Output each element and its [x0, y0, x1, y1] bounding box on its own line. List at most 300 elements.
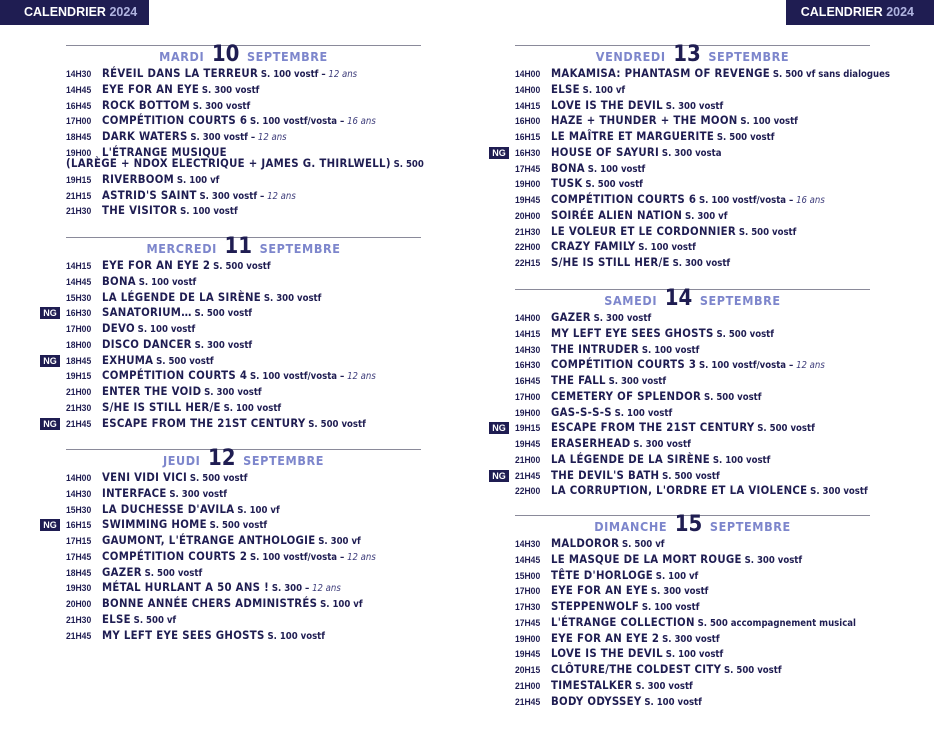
day-weekday: MERCREDI: [146, 241, 217, 256]
screening-time: 19H00: [515, 407, 541, 419]
screening-time: 17H45: [515, 617, 541, 629]
film-title: RIVERBOOM: [102, 172, 175, 186]
day-month: SEPTEMBRE: [246, 49, 328, 64]
screening-time: 19H15: [66, 371, 92, 383]
screening-row: [515, 310, 870, 326]
screening-info: S. 300 vosta: [661, 147, 722, 159]
screening-row: [66, 98, 421, 114]
screening-info: S. 500 vostf: [662, 470, 720, 482]
screening-row: [515, 552, 870, 568]
screening-time: 16H30: [515, 147, 541, 159]
screening-line: [515, 376, 666, 387]
screening-line: [515, 678, 693, 692]
screening-info: S. 100 vostf/vosta –: [699, 360, 794, 372]
screening-line: [66, 520, 267, 531]
screening-time: 21H30: [515, 226, 541, 238]
screening-info: S. 500 vostf: [716, 328, 774, 340]
screening-line: [515, 98, 724, 112]
day-month: SEPTEMBRE: [708, 49, 790, 64]
screening-info: S. 100 vostf/vosta –: [250, 551, 345, 563]
screening-line: [66, 290, 322, 304]
screening-row: [515, 389, 870, 405]
screening-time: 18H45: [66, 132, 92, 143]
film-title: VENI VIDI VICI: [102, 471, 188, 484]
screening-time: 21H45: [66, 630, 92, 642]
screening-info: S. 100 vostf: [638, 242, 696, 254]
screening-row: [66, 549, 421, 565]
screening-info: S. 300 vostf: [263, 292, 322, 304]
screening-info: S. 100 vf: [582, 84, 626, 96]
screening-row: [66, 580, 421, 596]
screening-time: 21H30: [66, 206, 92, 218]
film-title: BONNE ANNÉE CHERS ADMINISTRÉS: [102, 597, 318, 610]
screening-row: [515, 82, 870, 98]
screening-line: [515, 552, 803, 566]
film-title: GAZER: [551, 311, 591, 324]
screening-info: S. 500 vostf: [144, 567, 203, 579]
film-title: MY LEFT EYE SEES GHOSTS: [551, 326, 714, 340]
screening-info: S. 300 vostf: [192, 100, 251, 112]
screening-row: [515, 66, 890, 82]
screening-time: 22H15: [515, 258, 541, 269]
day-heading: [66, 446, 421, 471]
screening-row: [515, 568, 870, 584]
screening-time: 14H15: [515, 100, 541, 112]
film-title: LE MAÎTRE ET MARGUERITE: [551, 130, 715, 143]
screening-line: [515, 631, 720, 645]
screening-info: S. 500 vf sans dialogues: [772, 69, 890, 80]
day-weekday: JEUDI: [162, 453, 201, 468]
screening-time: 21H30: [66, 614, 92, 626]
screening-row: [66, 274, 421, 290]
film-title: EYE FOR AN EYE: [102, 82, 200, 96]
screening-line: [66, 69, 357, 80]
screening-line: [66, 353, 214, 367]
screening-time: 19H45: [515, 195, 541, 206]
screening-line: [515, 326, 774, 340]
film-title: L'ÉTRANGE MUSIQUE: [102, 145, 227, 159]
screening-row: [43, 517, 421, 533]
screening-info: S. 100 vostf/vosta –: [250, 371, 345, 383]
screening-info: S. 100 vostf: [267, 630, 325, 642]
film-title: LA LÉGENDE DE LA SIRÈNE: [551, 452, 711, 466]
screening-line: [515, 161, 646, 175]
screening-row: [515, 583, 870, 599]
screening-info: S. 300 vostf: [169, 488, 227, 500]
age-rating: 12 ans: [328, 69, 358, 80]
screening-line: [515, 69, 890, 80]
screening-line: [515, 145, 722, 159]
screening-info: S. 500 vostf: [194, 308, 253, 320]
day-month: SEPTEMBRE: [259, 241, 341, 256]
film-title: ROCK BOTTOM: [102, 98, 190, 112]
film-title-cont: (LARÈGE + NDOX ELECTRIQUE + JAMES G. THIRLWELL): [66, 156, 391, 170]
screening-time: 14H45: [66, 276, 92, 288]
film-title: RÉVEIL DANS LA TERREUR: [102, 67, 259, 80]
ng-badge: NG: [40, 307, 60, 319]
day-month: SEPTEMBRE: [699, 293, 781, 308]
screening-line: [515, 82, 626, 96]
film-title: HOUSE OF SAYURI: [551, 145, 660, 159]
age-rating: 12 ans: [312, 583, 341, 595]
ng-badge: NG: [489, 422, 509, 434]
day-section: [492, 42, 890, 271]
screening-info: S. 300 vostf –: [199, 190, 265, 202]
screening-info: S. 500 vostf: [703, 391, 762, 403]
screening-line: [66, 502, 280, 516]
film-title: ERASERHEAD: [551, 437, 631, 450]
screening-info: S. 500 vostf: [213, 261, 271, 272]
day-weekday: MARDI: [159, 49, 205, 64]
screening-row: [515, 436, 870, 452]
screening-info: S. 500 vostf: [308, 418, 366, 430]
screening-row: [515, 405, 870, 421]
screening-row: [515, 357, 870, 373]
film-title: THE INTRUDER: [551, 342, 640, 356]
film-title: MAKAMISA: PHANTASM OF REVENGE: [551, 67, 771, 80]
screening-line: [66, 416, 366, 430]
screening-info: S. 500 vostf: [585, 179, 643, 191]
screening-line: [66, 188, 296, 202]
film-title: CEMETERY OF SPLENDOR: [551, 389, 702, 403]
screening-info: S. 100 vf: [237, 504, 280, 516]
screening-info: S. 100 vf: [320, 599, 363, 610]
film-title: EYE FOR AN EYE 2: [102, 259, 211, 272]
screening-line: [66, 628, 325, 642]
screening-row: [515, 224, 870, 240]
film-title: COMPÉTITION COURTS 4: [102, 369, 248, 383]
screening-row: [66, 628, 421, 644]
day-weekday: SAMEDI: [604, 293, 658, 308]
screening-time: 20H00: [66, 599, 92, 610]
screening-row: [515, 373, 870, 389]
day-heading: [515, 42, 870, 67]
film-title: TIMESTALKER: [551, 678, 633, 692]
screening-line: [66, 132, 287, 143]
screening-row: [66, 258, 421, 274]
screening-line: [515, 389, 762, 403]
header-year: 2024: [109, 5, 138, 19]
screening-info: S. 300 vostf: [650, 586, 709, 598]
screening-time: 21H45: [515, 696, 541, 708]
screening-line: [66, 486, 227, 500]
film-title: MALDOROR: [551, 537, 620, 550]
film-title: ESCAPE FROM THE 21ST CENTURY: [551, 421, 755, 435]
screening-line: [66, 324, 195, 335]
day-weekday: DIMANCHE: [594, 519, 668, 534]
day-heading: [515, 512, 870, 537]
screening-time: 17H45: [66, 551, 92, 563]
screening-row: [515, 452, 870, 468]
screening-row: [515, 536, 870, 552]
header-year: 2024: [886, 5, 914, 19]
film-title: ENTER THE VOID: [102, 385, 202, 398]
film-title: COMPÉTITION COURTS 3: [551, 358, 697, 372]
screening-row: [515, 192, 870, 208]
screening-info: S. 100 vostf/vosta –: [250, 116, 345, 128]
screening-row: [66, 290, 421, 306]
screening-info: S. 300 vostf: [810, 486, 868, 498]
screening-time: 17H15: [66, 536, 92, 547]
film-title: LOVE IS THE DEVIL: [551, 98, 663, 112]
day-month: SEPTEMBRE: [243, 453, 325, 468]
film-title: MY LEFT EYE SEES GHOSTS: [102, 628, 265, 642]
film-title: INTERFACE: [102, 486, 167, 500]
screening-row: [515, 176, 870, 192]
ng-badge: NG: [40, 355, 60, 367]
screening-line: [515, 423, 815, 434]
screening-line: [515, 602, 699, 613]
screening-line: [515, 224, 797, 238]
screening-row: [515, 631, 870, 647]
screening-row: [515, 161, 870, 177]
film-title: CLÔTURE/THE COLDEST CITY: [551, 663, 722, 676]
film-title: EXHUMA: [102, 353, 154, 367]
screening-time: 19H15: [515, 423, 541, 435]
screening-line: [66, 387, 262, 398]
screening-line: [66, 536, 361, 547]
screening-time: 14H30: [66, 488, 92, 500]
screening-line: [66, 371, 376, 382]
screening-row: [66, 502, 421, 518]
day-heading: [515, 286, 870, 311]
screening-time: 22H00: [515, 486, 541, 498]
film-title: ELSE: [551, 82, 580, 96]
screening-time: 17H00: [66, 116, 92, 128]
screening-row: [43, 305, 421, 321]
screening-time: 16H15: [66, 520, 92, 532]
screening-row: [515, 113, 870, 129]
film-title: COMPÉTITION COURTS 6: [551, 193, 697, 206]
header-label: CALENDRIER: [24, 5, 106, 19]
film-title: TÊTE D'HORLOGE: [551, 568, 654, 582]
screening-line: [515, 242, 696, 253]
screening-line: [66, 116, 376, 127]
screening-info: S. 300 vostf: [635, 680, 693, 692]
screening-info: S. 300 vostf: [672, 258, 731, 269]
screening-info: S. 500 accompagnement musical: [697, 617, 856, 629]
film-title: LA LÉGENDE DE LA SIRÈNE: [102, 290, 262, 304]
screening-row: [66, 486, 421, 502]
screening-info: S. 300 vostf: [201, 84, 260, 96]
screening-info: S. 300 –: [271, 583, 310, 595]
day-number: 15: [674, 512, 703, 537]
day-section: [492, 286, 870, 499]
screening-row: [66, 596, 421, 612]
screening-info: S. 100 vostf: [641, 602, 700, 613]
screening-info: S. 300 vostf –: [190, 132, 256, 143]
header-label: CALENDRIER: [800, 5, 883, 19]
screening-line: [515, 342, 700, 356]
screening-info: S. 100 vostf/vosta –: [699, 195, 794, 206]
screening-info: S. 300 vostf: [608, 376, 667, 387]
screening-time: 20H00: [515, 210, 541, 222]
film-title: CRAZY FAMILY: [551, 240, 636, 254]
screening-line: [515, 665, 782, 676]
screening-line: [66, 308, 252, 319]
screening-row: [66, 203, 421, 219]
screening-line: [515, 116, 798, 127]
calendar-header-tab-left: [0, 0, 149, 25]
screening-time: 16H30: [66, 308, 92, 320]
film-title: LE MASQUE DE LA MORT ROUGE: [551, 552, 742, 566]
screening-line: [515, 649, 723, 660]
screening-time: 14H30: [66, 69, 92, 80]
screening-info: S. 100 vostf: [614, 407, 673, 419]
day-heading: [66, 42, 421, 67]
film-title: THE DEVIL'S BATH: [551, 468, 660, 482]
film-title: LA DUCHESSE D'AVILA: [102, 502, 235, 516]
film-title: BONA: [551, 161, 585, 175]
screening-row: [515, 678, 870, 694]
screening-row: [515, 483, 870, 499]
film-title: LE VOLEUR ET LE CORDONNIER: [551, 224, 737, 238]
screening-info: S. 100 vostf: [740, 116, 798, 128]
screening-row: [66, 188, 421, 204]
age-rating: 12 ans: [267, 190, 296, 202]
screening-time: 14H15: [515, 328, 541, 340]
day-weekday: VENDREDI: [595, 49, 666, 64]
film-title: SWIMMING HOME: [102, 518, 207, 532]
screening-row: [66, 612, 421, 628]
screening-time: 16H30: [515, 360, 541, 372]
day-number: 11: [224, 234, 253, 259]
screening-row: [515, 98, 870, 114]
film-title: L'ÉTRANGE COLLECTION: [551, 615, 695, 629]
screening-time: 17H30: [515, 602, 541, 613]
screening-time: 21H30: [66, 402, 92, 414]
screening-time: 19H45: [515, 649, 541, 661]
screening-time: 16H45: [66, 100, 92, 112]
film-title: THE FALL: [551, 374, 606, 387]
screening-time: 14H30: [515, 539, 541, 550]
screening-line: [515, 539, 665, 550]
day-number: 14: [664, 286, 693, 311]
screening-time: 20H15: [515, 665, 541, 676]
screening-time: 19H45: [515, 439, 541, 450]
screening-info: S. 300 vostf: [665, 100, 724, 112]
screening-time: 18H45: [66, 567, 92, 579]
screening-row: [66, 82, 421, 98]
day-section: [43, 446, 421, 643]
screening-line: [66, 583, 341, 594]
screening-line: [515, 486, 868, 497]
film-title: DISCO DANCER: [102, 337, 192, 351]
film-title: S/HE IS STILL HER/E: [551, 256, 670, 269]
screening-row: [66, 129, 421, 145]
screening-line: [515, 313, 651, 324]
screening-row: [492, 145, 870, 161]
screening-time: 19H30: [66, 583, 92, 595]
screening-line: [66, 473, 247, 484]
screening-row: [43, 353, 421, 369]
screening-row: [66, 533, 421, 549]
screening-line: [66, 612, 177, 626]
screening-line: [515, 586, 708, 597]
film-title: LOVE IS THE DEVIL: [551, 647, 663, 661]
screening-row: [492, 420, 870, 436]
film-title: ASTRID'S SAINT: [102, 188, 197, 202]
screening-row: [515, 662, 870, 678]
screening-line: [66, 337, 253, 351]
screening-time: 21H00: [515, 680, 541, 692]
screening-line: [66, 549, 376, 563]
screening-info: S. 100 vostf –: [260, 69, 326, 80]
screening-time: 17H00: [515, 391, 541, 403]
screening-line: [515, 258, 730, 269]
screening-info: S. 300 vostf: [204, 387, 262, 398]
screening-line: [515, 208, 728, 222]
day-number: 13: [673, 42, 701, 67]
screening-line: [66, 565, 203, 579]
screening-info: S. 100 vostf: [223, 402, 282, 414]
film-title: TUSK: [551, 177, 583, 191]
screening-info: S. 500 vostf: [738, 226, 797, 238]
film-title: THE VISITOR: [102, 204, 178, 218]
screening-time: 14H00: [515, 84, 541, 96]
screening-time: 14H00: [515, 313, 541, 324]
ng-badge: NG: [489, 470, 509, 482]
screening-time: 15H00: [515, 570, 541, 582]
film-title: GAS-S-S-S: [551, 405, 612, 419]
film-title: SOIRÉE ALIEN NATION: [551, 208, 683, 222]
screening-time: 21H00: [515, 454, 541, 466]
film-title: HAZE + THUNDER + THE MOON: [551, 114, 738, 128]
screening-line: [515, 360, 825, 371]
film-title: S/HE IS STILL HER/E: [102, 400, 221, 414]
screening-time: 15H30: [66, 292, 92, 304]
film-title: COMPÉTITION COURTS 2: [102, 549, 248, 563]
screening-row: [66, 172, 421, 188]
screening-line: [515, 179, 643, 190]
film-title: BODY ODYSSEY: [551, 694, 642, 708]
film-title: DARK WATERS: [102, 130, 188, 143]
screening-info: S. 100 vostf: [587, 163, 646, 175]
screening-line: [515, 452, 771, 466]
screening-info: S. 300 vostf: [194, 339, 253, 351]
screening-time: 22H00: [515, 242, 541, 254]
film-title: EYE FOR AN EYE 2: [551, 631, 660, 645]
screening-info: S. 100 vostf: [712, 454, 771, 466]
screening-time: 16H00: [515, 116, 541, 128]
screening-info: S. 500 vostf: [156, 355, 214, 367]
ng-badge: NG: [40, 519, 60, 531]
screening-row: [66, 321, 421, 337]
age-rating: 12 ans: [347, 371, 376, 383]
screening-time: 17H45: [515, 163, 541, 175]
screening-info: S. 100 vostf: [641, 344, 700, 356]
day-section: [515, 512, 870, 709]
screening-time: 15H30: [66, 504, 92, 516]
day-number: 12: [208, 446, 236, 471]
screening-row: [66, 337, 421, 353]
age-rating: 12 ans: [347, 551, 376, 563]
screening-line-2: [66, 156, 424, 170]
screening-info: S. 500 vf: [622, 539, 665, 550]
screening-info: S. 500 vostf: [716, 132, 775, 143]
screening-row: [515, 208, 870, 224]
day-number: 10: [211, 42, 240, 67]
screening-line: [66, 82, 260, 96]
screening-line: [515, 568, 699, 582]
screening-time: 14H15: [66, 261, 92, 272]
screening-line: [515, 195, 825, 206]
screening-info: S. 300 vostf: [744, 554, 803, 566]
film-title: BONA: [102, 274, 136, 288]
day-month: SEPTEMBRE: [709, 519, 791, 534]
screening-time: 16H15: [515, 132, 541, 143]
film-title: COMPÉTITION COURTS 6: [102, 114, 248, 128]
